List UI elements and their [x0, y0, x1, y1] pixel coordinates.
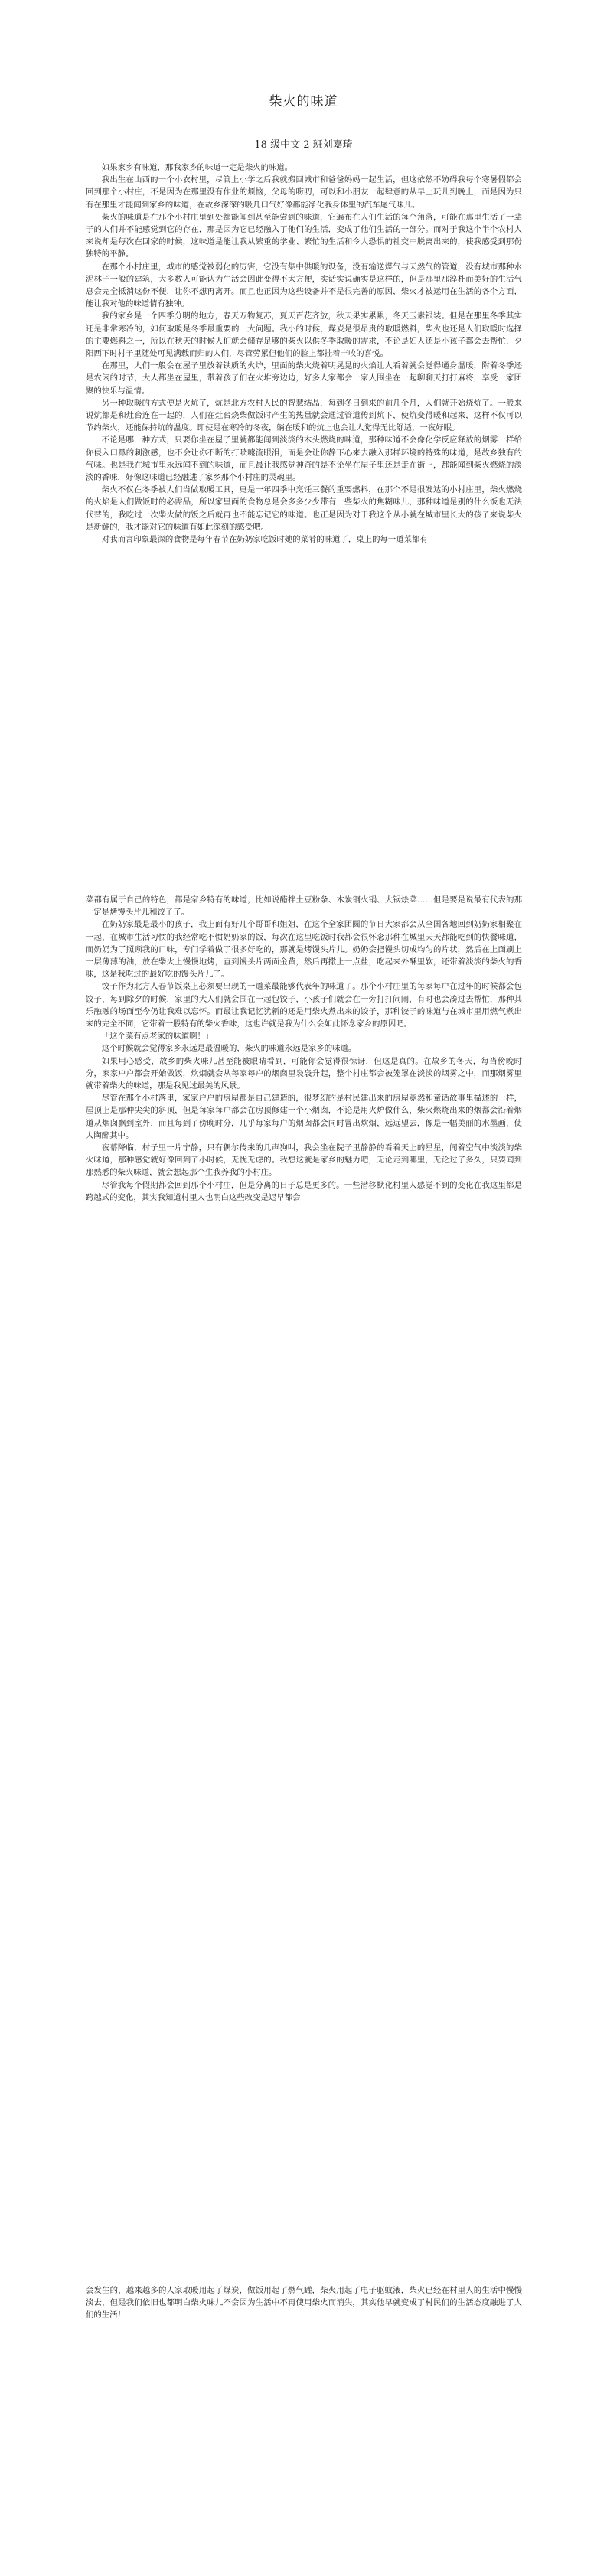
- paragraph: 会发生的，越来越多的人家取暖用起了煤炭，做饭用起了燃气罐，柴火用起了电子驱蚊液，柴火已经在村里人的生活中慢慢淡去，但是我们依旧也都明白柴火味儿不会因为生活中不再使用柴火而消失，其实他早就变成了村民们的生活态度融进了人们的生活！: [86, 2286, 522, 2320]
- paragraph: 柴火的味道是在那个小村庄里到处都能闻到甚至能尝到的味道，它遍布在人们生活的每个角落，可能在那里生活了一辈子的人们并不能感觉到它的存在，那是因为它已经融入了他们的生活，变成了他们生活的一部分。而对于我这个半个农村人来说却是每次在回家的时候，这味道是能让我从繁重的学业、繁忙的生活和令人恐惧的社交中脱离出来的，使我感受到那份独特的平静。: [86, 212, 522, 259]
- paragraph: 饺子作为北方人春节饭桌上必须要出现的一道菜最能够代表年的味道了。那个小村庄里的每家每户在过年的时候都会包饺子，每到除夕的时候，家里的大人们就会围在一起包饺子，小孩子们就会在一旁打打闹闹，有时也会凑过去帮忙，那种其乐融融的场面至今仍让我难以忘怀。而最让我记忆犹新的还是用柴火煮出来的饺子，那种饺子的味道与在城市里用燃气煮出来的完全不同，它带着一股特有的柴火香味，这也许就是我为什么会如此怀念家乡的原因吧。: [86, 982, 522, 1029]
- paragraph: 在奶奶家最是最小的孩子，我上面有好几个哥哥和姐姐，在这个全家团圆的节日大家都会从全国各地回到奶奶家相聚在一起，在城市生活习惯的我经常吃不惯奶奶家的饭，每次在这里吃饭时我都会很怀念那种在城里天天都能吃到的快餐味道，而奶奶为了照顾我的口味，专门学着做了很多好吃的，那就是烤馒头片儿。奶奶会把馒头切成均匀的片状，然后在上面刷上一层薄薄的油，放在柴火上慢慢地烤，直到馒头片两面金黄，然后再撒上一点盐，吃起来外酥里软，还带着淡淡的柴火的香味，这是我吃过的最好吃的馒头片儿了。: [86, 920, 522, 980]
- quote-line: 「这个菜有点老家的味道啊！」: [101, 1032, 214, 1042]
- paragraph: 尽管我每个假期都会回到那个小村庄，但是分离的日子总是更多的。一些潜移默化村里人感觉不到的变化在我这里都是跨越式的变化，其实我知道村里人也明白这些改变是迟早都会: [86, 1180, 522, 1202]
- body-section-2: [86, 894, 522, 1204]
- author-byline: 18 级中文 2 班刘嘉琦: [254, 139, 353, 151]
- paragraph: 如果用心感受，故乡的柴火味儿甚至能被眼睛看到，可能你会觉得很惊讶，但这是真的。在故乡的冬天，每当傍晚时分，家家户户都会开始做饭，炊烟就会从每家每户的烟囱里袅袅升起，整个村庄都会被笼罩在淡淡的烟雾之中，而那烟雾里就带着柴火的味道，那是我见过最美的风景。: [86, 1056, 522, 1091]
- paragraph: 另一种取暖的方式便是火炕了，炕是北方农村人民的智慧结晶，每到冬日到来的前几个月，人们就开始烧炕了。一般来说炕都是和灶台连在一起的，人们在灶台烧柴做饭时产生的热量就会通过管道传到炕下，使炕变得暖和起来，这样不仅可以节约柴火，还能保持炕的温度。即使是在寒冷的冬夜，躺在暖和的炕上也会让人觉得无比舒适，一夜好眠。: [86, 398, 522, 433]
- paragraph: 菜都有属于自己的特色，都是家乡特有的味道，比如说醋拌土豆粉条、木炭铜火锅、大锅烩菜……但是要是说最有代表的那一定是烤馒头片儿和饺子了。: [86, 895, 522, 918]
- paragraph: 在那里，人们一般会在屋子里放着铁质的火炉，里面的柴火烧着明晃晃的火焰让人看着就会觉得通身温暖，附着冬季还是农闲的时节，大人都坐在屋里，带着孩子们在火堆旁边边，好多人家都会一家人围坐在一起聊聊天打打麻将，享受一家团聚的快乐与温情。: [86, 361, 522, 396]
- paragraph: 尽管在那个小村落里，家家户户的房屋都是自己建造的，很梦幻的是村民建出来的房屋竟然和童话故事里描述的一样，屋顶上是那种尖尖的斜顶，但是每家每户都会在房顶修建一个小烟囱，不论是用火炉做什么，柴火燃烧出来的烟都会沿着烟道从烟囱飘到室外，而且每到了傍晚时分，几乎每家每户的烟囱都会同时冒出炊烟，远远望去，像是一幅美丽的水墨画，使人陶醉其中。: [86, 1094, 522, 1140]
- body-section-1: [86, 161, 522, 546]
- body-section-3: [86, 2284, 522, 2322]
- paragraph: 不论是哪一种方式，只要你坐在屋子里就都能闻到淡淡的木头燃烧的味道，那种味道不会像化学反应释放的烟雾一样给你侵入口鼻的刺激感，也不会让你不断的打喷嚏流眼泪，而是会让你静下心来去融入那样环境的特殊的味道，是故乡独有的气味。也是我在城市里永远闻不到的味道，而且最让我感觉神奇的是不论坐在屋子里还是走在街上，都能闻到柴火燃烧的淡淡的香味，好像这味道已经融进了家乡那个小村庄的灵魂里。: [86, 435, 522, 483]
- paragraph: 柴火不仅在冬季被人们当做取暖工具，更是一年四季中烹饪三餐的重要燃料，在那个不是很发达的小村庄里，柴火燃烧的火焰是人们做饭时的必需品，所以家里面的食物总是会多多少少带有一些柴火的焦糊味儿，那种味道是别的什么饭也无法代替的，我吃过一次柴火做的饭之后就再也不能忘记它的味道。也正是因为对于我这个从小就在城市里长大的孩子来说柴火是新鲜的，我才能对它的味道有如此深刻的感受吧。: [86, 485, 522, 532]
- paragraph: 我的家乡是一个四季分明的地方，春天万物复苏，夏天百花齐放，秋天果实累累，冬天玉素银装。但是在那里冬季其实还是非常寒冷的，如何取暖是冬季最重要的一大问题。我小的时候，煤炭是很昂贵的取暖燃料，柴火也还是人们取暖时选择的主要燃料之一，所以在秋天的时候人们就会储存足够的柴火以供冬季取暖的需求，不论是妇人还是小孩子都会去帮忙，夕阳西下时村子里随处可见满载而归的人们，尽管劳累但他们的脸上都挂着丰收的喜悦。: [86, 311, 522, 359]
- document-title: 柴火的味道: [269, 94, 338, 109]
- paragraph: 我出生在山西的一个小农村里，尽管上小学之后我就搬回城市和爸爸妈妈一起生活，但这依然不妨碍我每个寒暑假都会回到那个小村庄，不是因为在那里没有作业的烦恼，父母的唠叨，可以和小朋友一起肆意的从早上玩儿到晚上，而是因为只有在那里才能闻到家乡的味道，在故乡深深的吸几口气好像都能净化我身体里的汽车尾气味儿。: [86, 175, 522, 210]
- paragraph: 如果家乡有味道，那我家乡的味道一定是柴火的味道。: [101, 163, 293, 172]
- paragraph: 对我而言印象最深的食物是每年春节在奶奶家吃饭时她的菜肴的味道了，桌上的每一道菜都有: [101, 535, 428, 545]
- paragraph: 这个时候就会觉得家乡永远是最温暖的，柴火的味道永远是家乡的味道。: [101, 1044, 357, 1054]
- paragraph: 夜幕降临，村子里一片宁静，只有偶尔传来的几声狗叫，我会坐在院子里静静的看着天上的星星，闻着空气中淡淡的柴火味道，那种感觉就好像回到了小时候，无忧无虑的。我想这就是家乡的魅力吧，无论走到哪里，无论过了多久，只要闻到那熟悉的柴火味道，就会想起那个生我养我的小村庄。: [86, 1143, 522, 1178]
- paragraph: 在那个小村庄里，城市的感觉被弱化的厉害，它没有集中供暖的设备，没有输送煤气与天然气的管道，没有城市那种水泥林子一般的建筑，大多数人可能认为生活会因此变得不太方便，实话实说确实是这样的，但是那里那淳朴而美好的生活气息会完全抵消这份不便，让你不想再离开。而且也正因为这些设备并不是很完善的原因，柴火才被运用在生活的各个方面，能让我对他的味道情有独钟。: [86, 262, 522, 309]
